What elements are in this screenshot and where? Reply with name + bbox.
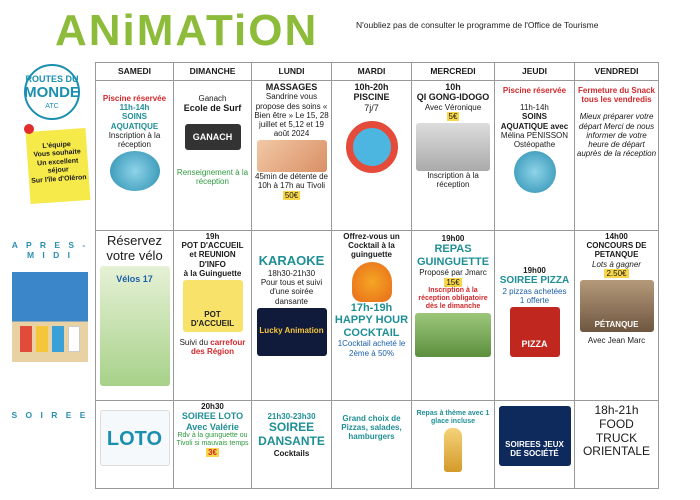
cell-morning-mercredi: 10h QI GONG-IDOGO Avec Véronique 5€ Inscription à la réception	[412, 81, 495, 231]
pizza-image: PIZZA	[510, 307, 560, 357]
cell-evening-mercredi: Repas à thème avec 1 glace incluse	[412, 401, 495, 489]
day-header-mardi: MARDI	[332, 63, 412, 81]
cell-afternoon-lundi: KARAOKE 18h30-21h30 Pour tous et suivi d'une soirée dansante Lucky Animation	[252, 231, 332, 401]
cell-afternoon-samedi: Réservez votre vélo Vélos 17	[96, 231, 174, 401]
guinguette-image	[415, 313, 491, 357]
welcome-drinks-image: POT D'ACCUEIL	[183, 280, 243, 332]
cell-morning-samedi: Piscine réservée 11h-14h SOINS AQUATIQUE Inscription à la réception	[96, 81, 174, 231]
cell-evening-samedi	[96, 401, 174, 489]
cell-afternoon-mardi: Offrez-vous un Cocktail à la guinguette 17h-19h HAPPY HOUR COCKTAIL 1Cocktail acheté le 2ème à 50%	[332, 231, 412, 401]
bike-map-image: Vélos 17	[100, 266, 170, 386]
ganach-logo: GANACH	[185, 124, 241, 150]
cell-evening-lundi: 21h30-23h30 SOIREE DANSANTE Cocktails	[252, 401, 332, 489]
pool-float-image	[346, 121, 398, 173]
aqua-care-image	[110, 151, 160, 191]
day-header-dimanche: DIMANCHE	[174, 63, 252, 81]
welcome-sticky-note: L'équipe Vous souhaite Un excellent séjour Sur l'île d'Oléron	[26, 128, 91, 204]
cocktail-image	[352, 262, 392, 302]
day-header-lundi: LUNDI	[252, 63, 332, 81]
page-title: ANiMATiON	[55, 6, 319, 55]
lucky-animation-logo: Lucky Animation	[257, 308, 327, 356]
day-header-mercredi: MERCREDI	[412, 63, 495, 81]
cell-evening-dimanche: 20h30 SOIREE LOTO Avec Valérie Rdv à la guinguette ou Tivoli si mauvais temps 3€	[174, 401, 252, 489]
petanque-image: PÉTANQUE	[580, 280, 654, 332]
cocktail-glass-image	[444, 428, 462, 472]
beach-huts-image	[12, 272, 88, 362]
board-games-image: SOIREES JEUX DE SOCIÉTÉ	[499, 406, 571, 466]
logo-line2: MONDE	[24, 84, 80, 101]
cell-afternoon-vendredi: 14h00 CONCOURS DE PETANQUE Lots à gagner 2.50€ PÉTANQUE Avec Jean Marc	[575, 231, 659, 401]
cell-morning-vendredi: Fermeture du Snack tous les vendredis Mieux préparer votre départ Merci de nous informer de votre heure de départ auprès de la réception	[575, 81, 659, 231]
day-header-vendredi: VENDREDI	[575, 63, 659, 81]
qi-gong-image	[416, 123, 490, 171]
row-label-apres-midi: A P R E S - M I D I	[11, 240, 89, 260]
row-label-soiree: S O I R E E	[11, 410, 89, 420]
day-header-samedi: SAMEDI	[96, 63, 174, 81]
cell-evening-mardi: Grand choix de Pizzas, salades, hamburgers	[332, 401, 412, 489]
logo-line1: ROUTES DU	[25, 74, 79, 84]
pushpin-icon	[24, 124, 34, 134]
loto-image: LOTO	[100, 410, 170, 466]
cell-morning-dimanche: Ganach Ecole de Surf GANACH Renseignement à la réception	[174, 81, 252, 231]
tourism-office-notice: N'oubliez pas de consulter le programme de l'Office de Tourisme	[356, 20, 599, 30]
cell-afternoon-jeudi: 19h00 SOIREE PIZZA 2 pizzas achetées 1 offerte PIZZA	[495, 231, 575, 401]
aqua-care-image-2	[514, 151, 556, 193]
cell-evening-jeudi	[495, 401, 575, 489]
day-header-jeudi: JEUDI	[495, 63, 575, 81]
massage-image	[257, 140, 327, 172]
cell-afternoon-mercredi: 19h00 REPAS GUINGUETTE Proposé par Jmarc 15€ Inscription à la réception obligatoire dès le dimanche	[412, 231, 495, 401]
logo-line3: ATC	[45, 103, 59, 110]
routes-du-monde-logo	[12, 62, 92, 122]
cell-evening-vendredi: 18h-21h FOOD TRUCK ORIENTALE	[575, 401, 659, 489]
animation-schedule-table	[95, 62, 659, 489]
cell-morning-mardi: 10h-20h PISCINE 7j/7	[332, 81, 412, 231]
cell-morning-jeudi: Piscine réservée 11h-14h SOINS AQUATIQUE avec Mélina PENISSON Ostéopathe	[495, 81, 575, 231]
cell-morning-lundi: MASSAGES Sandrine vous propose des soins « Bien être » Le 15, 28 juillet et 5,12 et 19 août 2024 45min de détente de 10h à 17h au Tivoli 50€	[252, 81, 332, 231]
cell-afternoon-dimanche: 19h POT D'ACCUEIL et REUNION D'INFO à la Guinguette POT D'ACCUEIL Suivi du carrefour des Région	[174, 231, 252, 401]
